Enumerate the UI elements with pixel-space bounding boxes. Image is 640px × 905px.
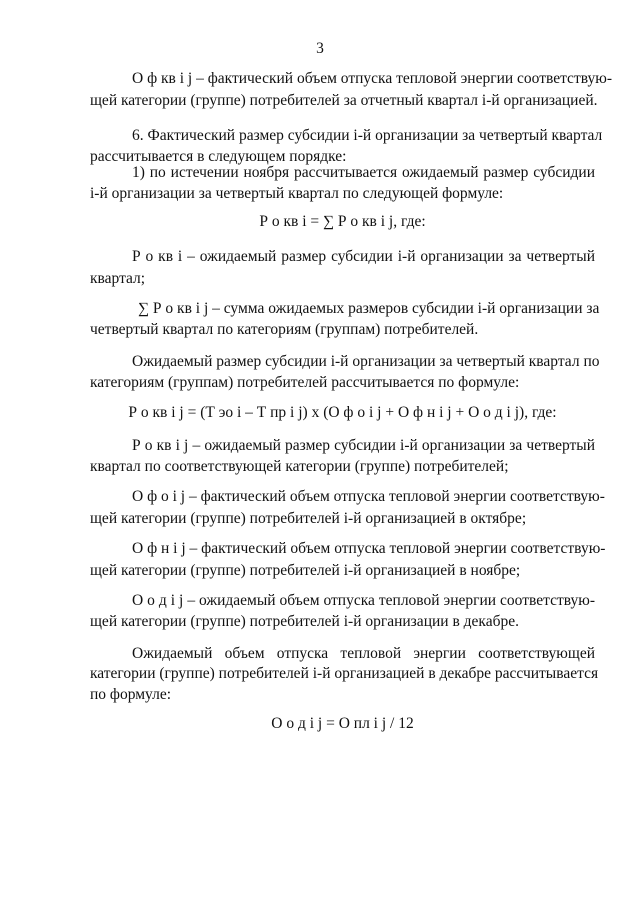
paragraph-line: категориям (группам) потребителей рассчитывается по формуле: <box>90 374 520 391</box>
page-number: 3 <box>316 40 324 57</box>
paragraph-line: Р о кв i j – ожидаемый размер субсидии i-й организации за четвертый <box>132 437 595 454</box>
paragraph-line: щей категории (группе) потребителей i-й организации в декабре. <box>90 613 519 630</box>
paragraph-line: четвертый квартал по категориям (группам) потребителей. <box>90 321 479 338</box>
paragraph-line: i-й организации за четвертый квартал по следующей формуле: <box>90 185 504 202</box>
paragraph-line: по формуле: <box>90 686 172 703</box>
paragraph-line: квартал; <box>90 270 146 287</box>
paragraph-line: 6. Фактический размер субсидии i-й организации за четвертый квартал <box>132 127 603 144</box>
formula: Р о кв i = ∑ Р о кв i j, где: <box>259 213 426 230</box>
paragraph-line: квартал по соответствующей категории (группе) потребителей; <box>90 458 509 475</box>
paragraph-line: Ожидаемый размер субсидии i-й организации за четвертый квартал по <box>132 353 600 370</box>
paragraph-line: рассчитывается в следующем порядке: <box>90 148 347 165</box>
formula: О о д i j = О пл i j / 12 <box>271 715 414 732</box>
paragraph-line: О ф кв i j – фактический объем отпуска тепловой энергии соответствую- <box>132 70 612 87</box>
paragraph-line: щей категории (группе) потребителей i-й организацией в ноябре; <box>90 562 521 579</box>
paragraph-line: ∑ Р о кв i j – сумма ожидаемых размеров субсидии i-й организации за <box>138 300 600 317</box>
paragraph-line: О о д i j – ожидаемый объем отпуска тепловой энергии соответствую- <box>132 592 595 609</box>
paragraph-line: Ожидаемый объем отпуска тепловой энергии соответствующей <box>132 645 595 662</box>
paragraph-line: щей категории (группе) потребителей i-й организацией в октябре; <box>90 510 527 527</box>
paragraph-line: О ф н i j – фактический объем отпуска тепловой энергии соответствую- <box>132 540 606 557</box>
paragraph-line: категории (группе) потребителей i-й организацией в декабре рассчитывается <box>90 665 599 682</box>
formula: Р о кв i j = (Т эо i – Т пр i j) х (О ф о i j + О ф н i j + О о д i j), где: <box>128 404 557 421</box>
paragraph-line: Р о кв i – ожидаемый размер субсидии i-й организации за четвертый <box>132 248 595 265</box>
paragraph-line: щей категории (группе) потребителей за отчетный квартал i-й организацией. <box>90 92 598 109</box>
paragraph-line: 1) по истечении ноября рассчитывается ожидаемый размер субсидии <box>132 164 595 181</box>
paragraph-line: О ф о i j – фактический объем отпуска тепловой энергии соответствую- <box>132 488 605 505</box>
